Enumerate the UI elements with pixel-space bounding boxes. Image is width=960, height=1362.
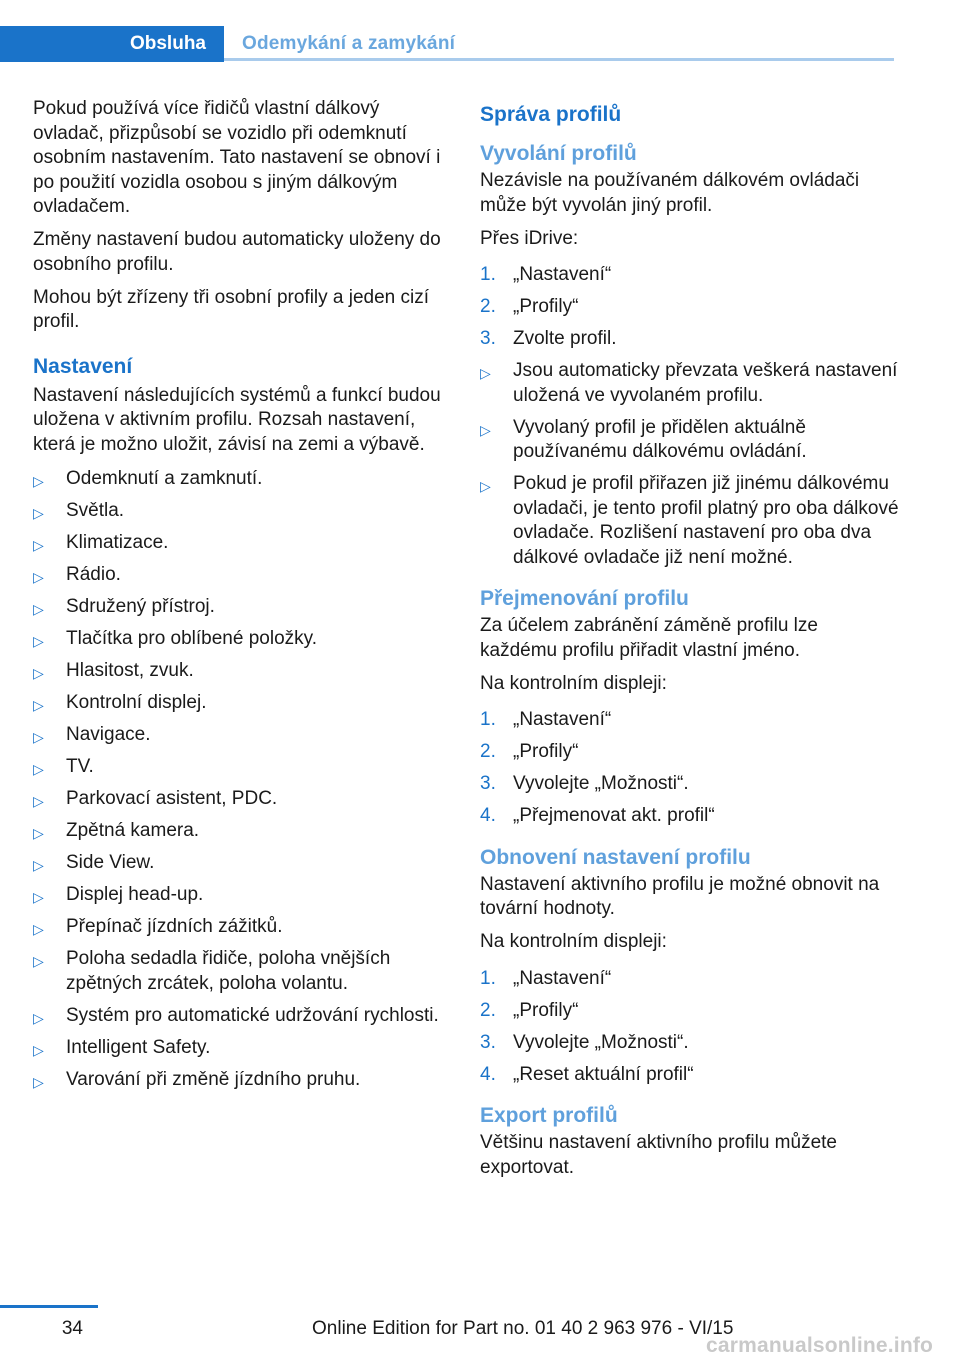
intro-paragraph: Změny nastavení budou automaticky uloženy do osobního profilu.	[33, 229, 441, 275]
triangle-bullet-icon: ▷	[33, 921, 44, 937]
subsection-title: Odemykání a zamykání	[242, 33, 456, 54]
triangle-bullet-icon: ▷	[33, 729, 44, 745]
profile-management-heading: Správa profilů	[480, 103, 622, 126]
list-item: ▷ TV.	[33, 755, 448, 780]
list-item: 2. „Profily“	[480, 999, 900, 1024]
list-item: ▷ Parkovací asistent, PDC.	[33, 787, 448, 812]
list-item: ▷ Zpětná kamera.	[33, 819, 448, 844]
triangle-bullet-icon: ▷	[480, 421, 491, 438]
recall-heading: Vyvolání profilů	[480, 142, 637, 165]
step-number: 3.	[480, 1031, 496, 1053]
recall-paragraph: Nezávisle na používaném dálkovém ovládači může být vyvolán jiný profil.	[480, 170, 860, 216]
step-number: 1.	[480, 264, 496, 285]
list-item: ▷ Tlačítka pro oblíbené položky.	[33, 627, 448, 652]
step-number: 3.	[480, 328, 496, 349]
list-item: ▷ Sdružený přístroj.	[33, 595, 448, 620]
edition-line: Online Edition for Part no. 01 40 2 963 976 - VI/15	[312, 1318, 734, 1339]
list-item: 2. „Profily“	[480, 740, 900, 765]
triangle-bullet-icon: ▷	[480, 478, 491, 494]
triangle-bullet-icon: ▷	[480, 365, 491, 381]
reset-via: Na kontrolním displeji:	[480, 931, 667, 952]
list-item: ▷ Varování při změně jízdního pruhu.	[33, 1068, 448, 1093]
list-item: ▷ Systém pro automatické udržování rychlosti.	[33, 1004, 448, 1029]
list-item: ▷ Klimatizace.	[33, 531, 448, 556]
triangle-bullet-icon: ▷	[33, 601, 44, 617]
rename-heading: Přejmenování profilu	[480, 587, 689, 610]
recall-via: Přes iDrive:	[480, 227, 579, 249]
triangle-bullet-icon: ▷	[33, 761, 44, 777]
list-item: 1. „Nastavení“	[480, 967, 900, 992]
step-number: 1.	[480, 967, 496, 989]
left-column	[33, 97, 448, 1102]
page-number-rule	[0, 1305, 98, 1308]
triangle-bullet-icon: ▷	[33, 889, 44, 905]
rename-steps	[480, 708, 900, 829]
list-item: ▷ Navigace.	[33, 723, 448, 748]
triangle-bullet-icon: ▷	[33, 665, 44, 681]
page-number: 34	[61, 1318, 83, 1339]
triangle-bullet-icon: ▷	[33, 953, 44, 969]
list-item: 3. Vyvolejte „Možnosti“.	[480, 772, 900, 797]
list-item: 3. Zvolte profil.	[480, 327, 900, 352]
list-item: ▷ Kontrolní displej.	[33, 691, 448, 716]
list-item: 2. „Profily“	[480, 295, 900, 320]
export-heading: Export profilů	[480, 1104, 618, 1127]
list-item: ▷ Displej head-up.	[33, 883, 448, 908]
step-number: 4.	[480, 805, 496, 826]
page-header	[0, 0, 960, 62]
triangle-bullet-icon: ▷	[33, 505, 44, 521]
list-item: ▷ Pokud je profil přiřazen již jinému dálkovému ovladači, je tento profil platný pro oba dálkové ovladače. Rozlišení nastavení pro oba dva dálkové ovladače již není možné.	[480, 473, 899, 568]
list-item: ▷ Rádio.	[33, 563, 448, 588]
step-number: 1.	[480, 709, 496, 730]
step-number: 4.	[480, 1063, 496, 1085]
triangle-bullet-icon: ▷	[33, 793, 44, 809]
intro-paragraph: Pokud používá více řidičů vlastní dálkový ovladač, přizpůsobí se vozidlo při odemknutí osobním nastavením. Tato nastavení se obnoví i po použití vozidla osobou s jiným dálkovým ovladačem.	[33, 98, 441, 217]
triangle-bullet-icon: ▷	[33, 569, 44, 585]
section-tab: Obsluha	[0, 26, 224, 62]
list-item: ▷ Hlasitost, zvuk.	[33, 659, 448, 684]
right-column	[480, 97, 900, 1189]
settings-heading: Nastavení	[33, 354, 133, 378]
triangle-bullet-icon: ▷	[33, 537, 44, 553]
intro-paragraph: Mohou být zřízeny tři osobní profily a jeden cizí profil.	[33, 286, 430, 332]
settings-paragraph: Nastavení následujících systémů a funkcí budou uložena v aktivním profilu. Rozsah nastavení, která je možno uložit, závisí na zemi a výbavě.	[33, 384, 441, 455]
watermark: carmanualsonline.info	[706, 1334, 934, 1357]
list-item: ▷ Světla.	[33, 499, 448, 524]
header-rule	[224, 58, 894, 61]
settings-list	[33, 467, 448, 1092]
step-number: 2.	[480, 741, 496, 762]
step-number: 3.	[480, 773, 496, 794]
list-item: 1. „Nastavení“	[480, 708, 900, 733]
triangle-bullet-icon: ▷	[33, 1009, 44, 1026]
list-item: 4. „Reset aktuální profil“	[480, 1063, 900, 1088]
recall-steps	[480, 263, 900, 570]
triangle-bullet-icon: ▷	[33, 825, 44, 841]
list-item: ▷ Side View.	[33, 851, 448, 876]
step-number: 2.	[480, 296, 496, 317]
list-item: 1. „Nastavení“	[480, 263, 900, 288]
triangle-bullet-icon: ▷	[33, 473, 44, 489]
list-item: ▷ Jsou automaticky převzata veškerá nastavení uložená ve vyvolaném profilu.	[480, 360, 898, 406]
step-number: 2.	[480, 999, 496, 1021]
reset-steps	[480, 967, 900, 1088]
rename-via: Na kontrolním displeji:	[480, 672, 667, 694]
rename-paragraph: Za účelem zabránění záměně profilu lze každému profilu přiřadit vlastní jméno.	[480, 615, 818, 661]
list-item: ▷ Intelligent Safety.	[33, 1036, 448, 1061]
triangle-bullet-icon: ▷	[33, 633, 44, 649]
list-item: ▷ Přepínač jízdních zážitků.	[33, 915, 448, 940]
export-paragraph: Většinu nastavení aktivního profilu můžete exportovat.	[480, 1132, 837, 1178]
list-item: 3. Vyvolejte „Možnosti“.	[480, 1031, 900, 1056]
triangle-bullet-icon: ▷	[33, 857, 44, 873]
list-item: ▷ Poloha sedadla řidiče, poloha vnějších zpětných zrcátek, poloha volantu.	[33, 948, 391, 994]
triangle-bullet-icon: ▷	[33, 1073, 44, 1090]
list-item: 4. „Přejmenovat akt. profil“	[480, 804, 900, 829]
reset-heading: Obnovení nastavení profilu	[480, 845, 751, 869]
list-item: ▷ Vyvolaný profil je přidělen aktuálně používanému dálkovému ovládání.	[480, 416, 807, 462]
list-item: ▷ Odemknutí a zamknutí.	[33, 467, 448, 492]
triangle-bullet-icon: ▷	[33, 697, 44, 713]
triangle-bullet-icon: ▷	[33, 1041, 44, 1058]
reset-paragraph: Nastavení aktivního profilu je možné obnovit na tovární hodnoty.	[480, 873, 880, 919]
